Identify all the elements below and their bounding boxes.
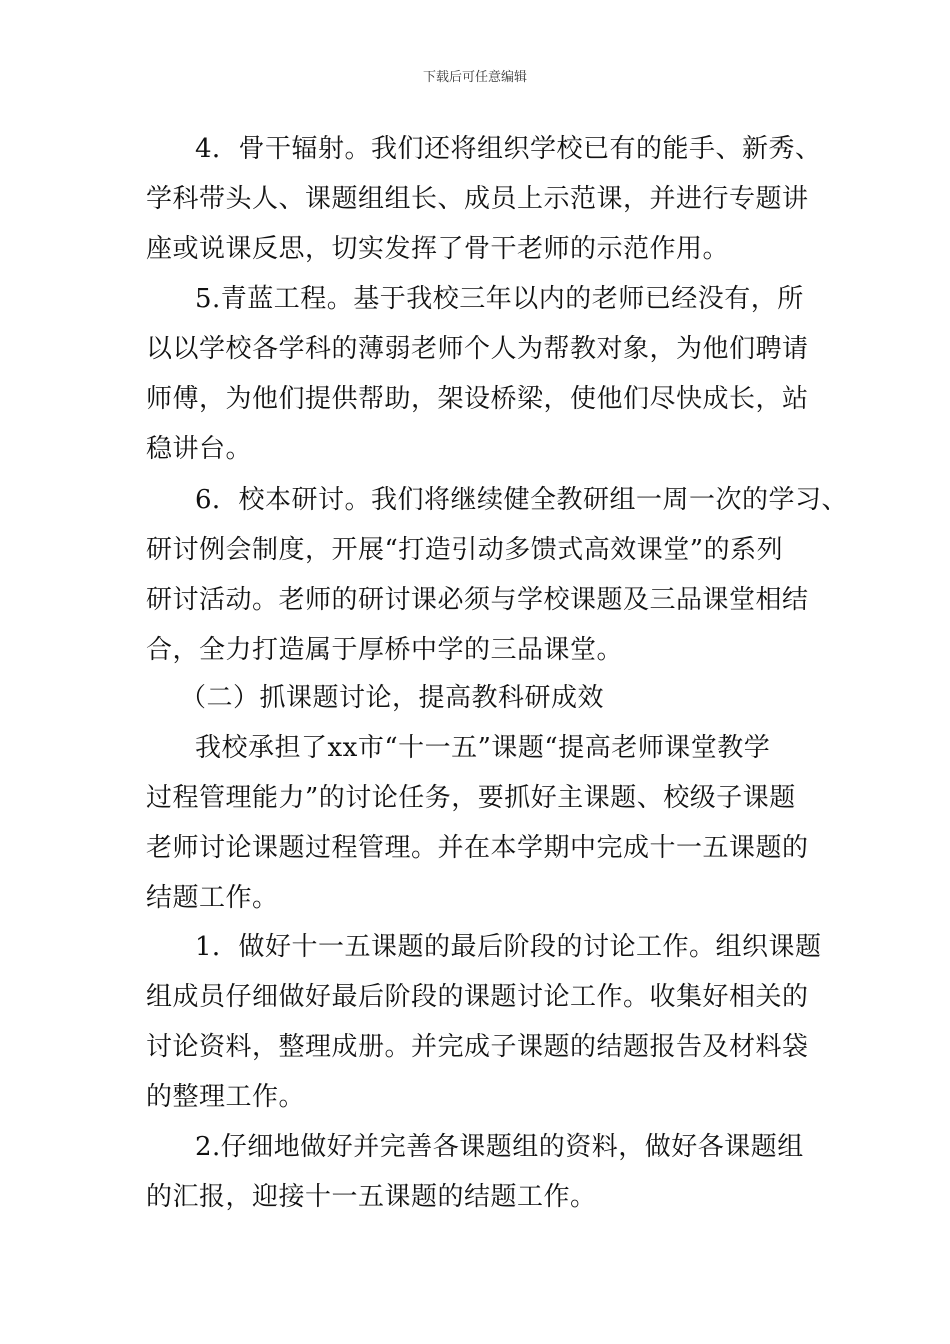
paragraph-line: 组成员仔细做好最后阶段的课题讨论工作。收集好相关的 (146, 982, 809, 1012)
paragraph-line: 学科带头人、课题组组长、成员上示范课，并进行专题讲 (146, 184, 809, 214)
paragraph-line: 6．校本研讨。我们将继续健全教研组一周一次的学习、 (195, 485, 849, 515)
paragraph-line: 5.青蓝工程。基于我校三年以内的老师已经没有，所 (195, 284, 804, 314)
paragraph-line: 4．骨干辐射。我们还将组织学校已有的能手、新秀、 (195, 134, 822, 164)
paragraph-line: 研讨活动。老师的研讨课必须与学校课题及三品课堂相结 (146, 585, 809, 615)
header-note: 下载后可任意编辑 (422, 70, 527, 85)
paragraph-line: 师傅，为他们提供帮助，架设桥梁，使他们尽快成长，站 (146, 384, 809, 414)
paragraph-line: 以以学校各学科的薄弱老师个人为帮教对象，为他们聘请 (146, 334, 809, 364)
paragraph-line: 座或说课反思，切实发挥了骨干老师的示范作用。 (146, 234, 730, 264)
paragraph-line: 结题工作。 (146, 883, 279, 913)
paragraph-line: 讨论资料，整理成册。并完成子课题的结题报告及材料袋 (146, 1032, 809, 1062)
paragraph-line: 的整理工作。 (146, 1082, 306, 1112)
paragraph-line: 的汇报，迎接十一五课题的结题工作。 (146, 1182, 597, 1212)
paragraph-line: 过程管理能力”的讨论任务，要抓好主课题、校级子课题 (146, 783, 796, 813)
paragraph-line: 合，全力打造属于厚桥中学的三品课堂。 (146, 635, 624, 665)
paragraph-line: 老师讨论课题过程管理。并在本学期中完成十一五课题的 (146, 833, 809, 863)
paragraph-line: 研讨例会制度，开展“打造引动多馈式高效课堂”的系列 (146, 535, 784, 565)
paragraph-line: 2.仔细地做好并完善各课题组的资料，做好各课题组 (195, 1132, 804, 1162)
paragraph-line: 1．做好十一五课题的最后阶段的讨论工作。组织课题 (195, 932, 822, 962)
section-heading: （二）抓课题讨论，提高教科研成效 (180, 683, 605, 713)
paragraph-line: 我校承担了xx市“十一五”课题“提高老师课堂教学 (195, 733, 771, 763)
paragraph-line: 稳讲台。 (146, 434, 253, 464)
